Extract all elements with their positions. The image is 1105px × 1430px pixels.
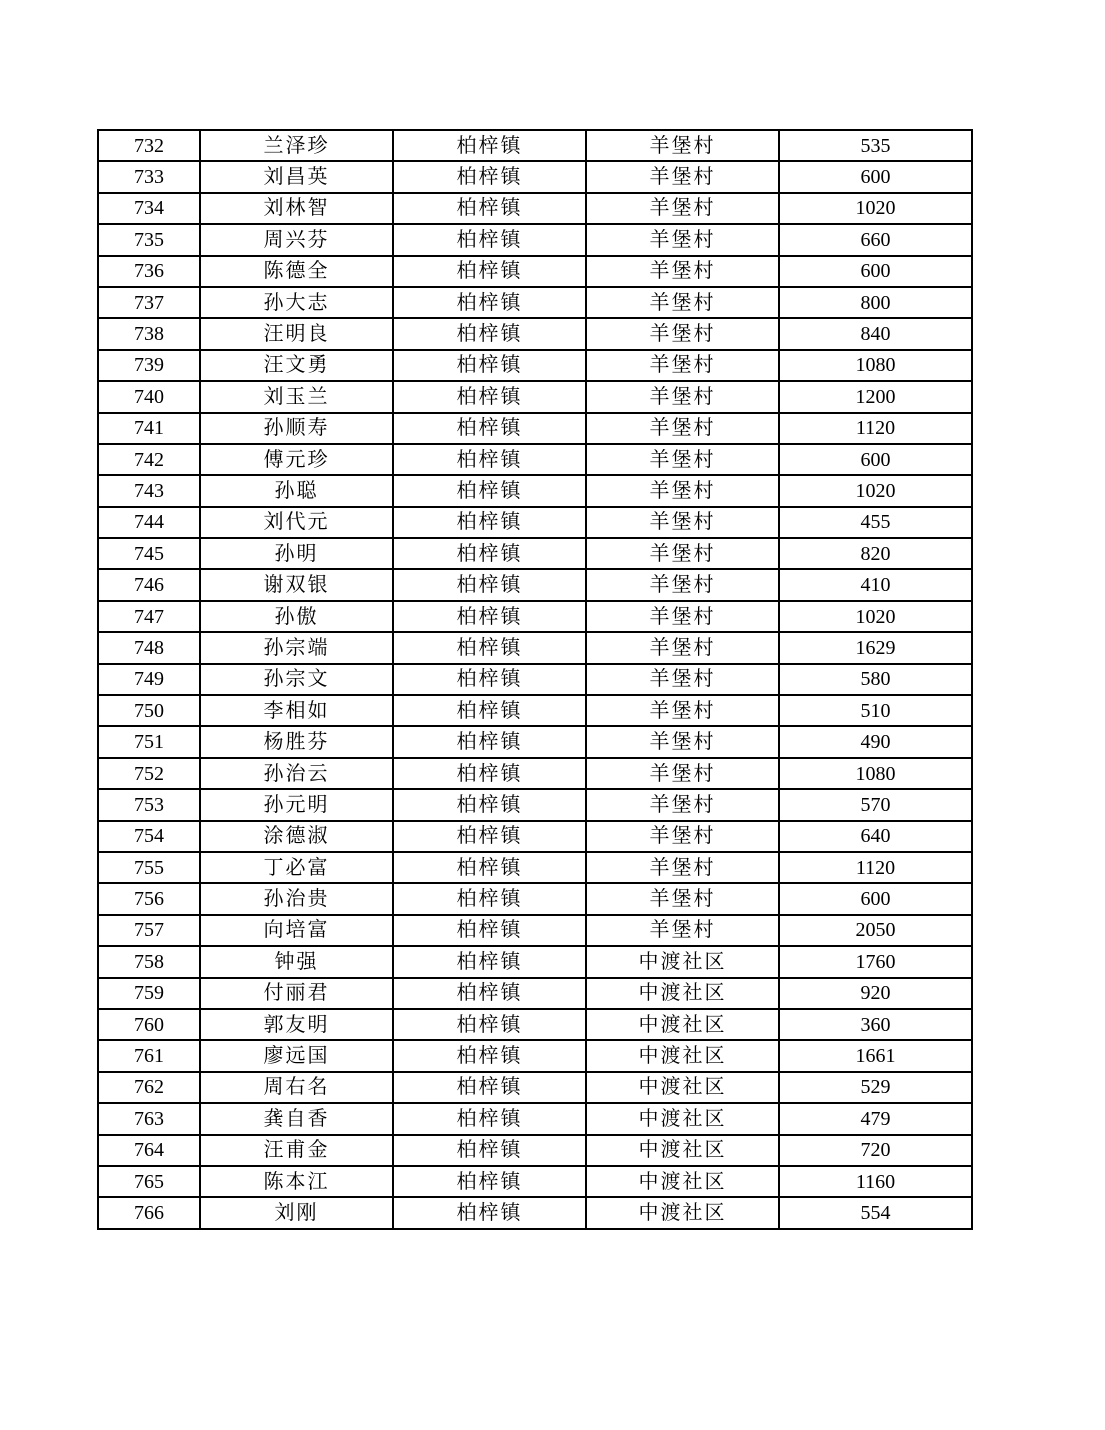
table-row <box>98 883 972 914</box>
town-cell: 柏梓镇 <box>393 224 586 255</box>
table-row <box>98 381 972 412</box>
row-number-cell: 732 <box>98 130 200 161</box>
town-cell: 柏梓镇 <box>393 883 586 914</box>
row-number-cell: 743 <box>98 475 200 506</box>
name-cell: 孙顺寿 <box>200 413 393 444</box>
town-cell: 柏梓镇 <box>393 1197 586 1228</box>
roster-table <box>97 129 973 1230</box>
amount-cell: 1760 <box>779 946 972 977</box>
row-number-cell: 735 <box>98 224 200 255</box>
town-cell: 柏梓镇 <box>393 852 586 883</box>
row-number-cell: 764 <box>98 1135 200 1166</box>
village-cell: 羊堡村 <box>586 256 779 287</box>
row-number-cell: 754 <box>98 821 200 852</box>
village-cell: 中渡社区 <box>586 1166 779 1197</box>
table-row <box>98 915 972 946</box>
row-number-cell: 763 <box>98 1103 200 1134</box>
village-cell: 羊堡村 <box>586 538 779 569</box>
amount-cell: 1160 <box>779 1166 972 1197</box>
amount-cell: 600 <box>779 883 972 914</box>
village-cell: 羊堡村 <box>586 413 779 444</box>
table-row <box>98 978 972 1009</box>
name-cell: 孙元明 <box>200 789 393 820</box>
amount-cell: 1200 <box>779 381 972 412</box>
town-cell: 柏梓镇 <box>393 821 586 852</box>
table-row <box>98 193 972 224</box>
row-number-cell: 752 <box>98 758 200 789</box>
village-cell: 羊堡村 <box>586 224 779 255</box>
amount-cell: 510 <box>779 695 972 726</box>
name-cell: 钟强 <box>200 946 393 977</box>
town-cell: 柏梓镇 <box>393 287 586 318</box>
village-cell: 羊堡村 <box>586 130 779 161</box>
table-row <box>98 789 972 820</box>
town-cell: 柏梓镇 <box>393 256 586 287</box>
town-cell: 柏梓镇 <box>393 978 586 1009</box>
village-cell: 羊堡村 <box>586 161 779 192</box>
row-number-cell: 758 <box>98 946 200 977</box>
town-cell: 柏梓镇 <box>393 946 586 977</box>
town-cell: 柏梓镇 <box>393 413 586 444</box>
amount-cell: 840 <box>779 318 972 349</box>
row-number-cell: 733 <box>98 161 200 192</box>
name-cell: 刘玉兰 <box>200 381 393 412</box>
village-cell: 羊堡村 <box>586 381 779 412</box>
name-cell: 杨胜芬 <box>200 726 393 757</box>
town-cell: 柏梓镇 <box>393 318 586 349</box>
row-number-cell: 762 <box>98 1072 200 1103</box>
row-number-cell: 744 <box>98 507 200 538</box>
row-number-cell: 742 <box>98 444 200 475</box>
row-number-cell: 756 <box>98 883 200 914</box>
name-cell: 向培富 <box>200 915 393 946</box>
table-row <box>98 1009 972 1040</box>
name-cell: 刘林智 <box>200 193 393 224</box>
row-number-cell: 751 <box>98 726 200 757</box>
name-cell: 孙宗文 <box>200 664 393 695</box>
village-cell: 羊堡村 <box>586 193 779 224</box>
amount-cell: 490 <box>779 726 972 757</box>
name-cell: 涂德淑 <box>200 821 393 852</box>
table-row <box>98 130 972 161</box>
village-cell: 中渡社区 <box>586 1103 779 1134</box>
amount-cell: 600 <box>779 161 972 192</box>
amount-cell: 720 <box>779 1135 972 1166</box>
name-cell: 周兴芬 <box>200 224 393 255</box>
name-cell: 孙治贵 <box>200 883 393 914</box>
name-cell: 刘代元 <box>200 507 393 538</box>
amount-cell: 1080 <box>779 758 972 789</box>
town-cell: 柏梓镇 <box>393 664 586 695</box>
name-cell: 兰泽珍 <box>200 130 393 161</box>
town-cell: 柏梓镇 <box>393 538 586 569</box>
table-row <box>98 318 972 349</box>
row-number-cell: 748 <box>98 632 200 663</box>
row-number-cell: 740 <box>98 381 200 412</box>
amount-cell: 479 <box>779 1103 972 1134</box>
village-cell: 中渡社区 <box>586 946 779 977</box>
name-cell: 孙聪 <box>200 475 393 506</box>
village-cell: 羊堡村 <box>586 350 779 381</box>
town-cell: 柏梓镇 <box>393 130 586 161</box>
table-row <box>98 946 972 977</box>
amount-cell: 800 <box>779 287 972 318</box>
row-number-cell: 739 <box>98 350 200 381</box>
row-number-cell: 759 <box>98 978 200 1009</box>
village-cell: 羊堡村 <box>586 789 779 820</box>
name-cell: 陈德全 <box>200 256 393 287</box>
table-row <box>98 350 972 381</box>
table-row <box>98 664 972 695</box>
town-cell: 柏梓镇 <box>393 1040 586 1071</box>
row-number-cell: 734 <box>98 193 200 224</box>
town-cell: 柏梓镇 <box>393 695 586 726</box>
amount-cell: 410 <box>779 569 972 600</box>
row-number-cell: 750 <box>98 695 200 726</box>
village-cell: 羊堡村 <box>586 852 779 883</box>
amount-cell: 1661 <box>779 1040 972 1071</box>
roster-table-body <box>98 130 972 1229</box>
name-cell: 孙傲 <box>200 601 393 632</box>
table-row <box>98 1103 972 1134</box>
village-cell: 羊堡村 <box>586 664 779 695</box>
row-number-cell: 747 <box>98 601 200 632</box>
table-row <box>98 538 972 569</box>
name-cell: 龚自香 <box>200 1103 393 1134</box>
amount-cell: 2050 <box>779 915 972 946</box>
table-row <box>98 758 972 789</box>
amount-cell: 554 <box>779 1197 972 1228</box>
name-cell: 李相如 <box>200 695 393 726</box>
village-cell: 羊堡村 <box>586 318 779 349</box>
amount-cell: 580 <box>779 664 972 695</box>
table-row <box>98 852 972 883</box>
village-cell: 羊堡村 <box>586 695 779 726</box>
table-row <box>98 287 972 318</box>
town-cell: 柏梓镇 <box>393 381 586 412</box>
town-cell: 柏梓镇 <box>393 726 586 757</box>
name-cell: 刘昌英 <box>200 161 393 192</box>
town-cell: 柏梓镇 <box>393 1009 586 1040</box>
row-number-cell: 757 <box>98 915 200 946</box>
town-cell: 柏梓镇 <box>393 789 586 820</box>
amount-cell: 600 <box>779 444 972 475</box>
village-cell: 羊堡村 <box>586 569 779 600</box>
village-cell: 羊堡村 <box>586 821 779 852</box>
village-cell: 中渡社区 <box>586 978 779 1009</box>
amount-cell: 360 <box>779 1009 972 1040</box>
table-row <box>98 1197 972 1228</box>
name-cell: 廖远国 <box>200 1040 393 1071</box>
amount-cell: 1629 <box>779 632 972 663</box>
village-cell: 羊堡村 <box>586 883 779 914</box>
town-cell: 柏梓镇 <box>393 1072 586 1103</box>
row-number-cell: 736 <box>98 256 200 287</box>
table-row <box>98 444 972 475</box>
name-cell: 付丽君 <box>200 978 393 1009</box>
town-cell: 柏梓镇 <box>393 193 586 224</box>
row-number-cell: 738 <box>98 318 200 349</box>
amount-cell: 570 <box>779 789 972 820</box>
table-row <box>98 695 972 726</box>
town-cell: 柏梓镇 <box>393 758 586 789</box>
table-row <box>98 1072 972 1103</box>
table-row <box>98 507 972 538</box>
row-number-cell: 753 <box>98 789 200 820</box>
village-cell: 羊堡村 <box>586 287 779 318</box>
document-page <box>97 129 973 1230</box>
amount-cell: 1120 <box>779 413 972 444</box>
name-cell: 汪明良 <box>200 318 393 349</box>
amount-cell: 920 <box>779 978 972 1009</box>
village-cell: 中渡社区 <box>586 1040 779 1071</box>
amount-cell: 1020 <box>779 475 972 506</box>
row-number-cell: 746 <box>98 569 200 600</box>
village-cell: 羊堡村 <box>586 632 779 663</box>
amount-cell: 600 <box>779 256 972 287</box>
amount-cell: 1020 <box>779 193 972 224</box>
name-cell: 孙大志 <box>200 287 393 318</box>
town-cell: 柏梓镇 <box>393 632 586 663</box>
name-cell: 丁必富 <box>200 852 393 883</box>
name-cell: 孙治云 <box>200 758 393 789</box>
village-cell: 羊堡村 <box>586 915 779 946</box>
village-cell: 羊堡村 <box>586 475 779 506</box>
row-number-cell: 745 <box>98 538 200 569</box>
row-number-cell: 760 <box>98 1009 200 1040</box>
name-cell: 刘刚 <box>200 1197 393 1228</box>
row-number-cell: 761 <box>98 1040 200 1071</box>
name-cell: 周右名 <box>200 1072 393 1103</box>
table-row <box>98 256 972 287</box>
amount-cell: 1120 <box>779 852 972 883</box>
village-cell: 羊堡村 <box>586 601 779 632</box>
row-number-cell: 741 <box>98 413 200 444</box>
amount-cell: 640 <box>779 821 972 852</box>
amount-cell: 535 <box>779 130 972 161</box>
amount-cell: 820 <box>779 538 972 569</box>
table-row <box>98 1040 972 1071</box>
name-cell: 汪甫金 <box>200 1135 393 1166</box>
name-cell: 陈本江 <box>200 1166 393 1197</box>
village-cell: 中渡社区 <box>586 1009 779 1040</box>
amount-cell: 529 <box>779 1072 972 1103</box>
town-cell: 柏梓镇 <box>393 569 586 600</box>
town-cell: 柏梓镇 <box>393 1135 586 1166</box>
row-number-cell: 765 <box>98 1166 200 1197</box>
row-number-cell: 755 <box>98 852 200 883</box>
name-cell: 谢双银 <box>200 569 393 600</box>
town-cell: 柏梓镇 <box>393 161 586 192</box>
town-cell: 柏梓镇 <box>393 507 586 538</box>
table-row <box>98 1166 972 1197</box>
village-cell: 中渡社区 <box>586 1197 779 1228</box>
village-cell: 中渡社区 <box>586 1072 779 1103</box>
table-row <box>98 821 972 852</box>
table-row <box>98 601 972 632</box>
town-cell: 柏梓镇 <box>393 915 586 946</box>
town-cell: 柏梓镇 <box>393 1166 586 1197</box>
amount-cell: 1080 <box>779 350 972 381</box>
name-cell: 孙宗端 <box>200 632 393 663</box>
table-row <box>98 475 972 506</box>
village-cell: 羊堡村 <box>586 444 779 475</box>
row-number-cell: 766 <box>98 1197 200 1228</box>
town-cell: 柏梓镇 <box>393 601 586 632</box>
name-cell: 郭友明 <box>200 1009 393 1040</box>
village-cell: 中渡社区 <box>586 1135 779 1166</box>
table-row <box>98 632 972 663</box>
table-row <box>98 413 972 444</box>
table-row <box>98 726 972 757</box>
town-cell: 柏梓镇 <box>393 1103 586 1134</box>
town-cell: 柏梓镇 <box>393 350 586 381</box>
row-number-cell: 749 <box>98 664 200 695</box>
amount-cell: 660 <box>779 224 972 255</box>
village-cell: 羊堡村 <box>586 726 779 757</box>
name-cell: 傅元珍 <box>200 444 393 475</box>
row-number-cell: 737 <box>98 287 200 318</box>
table-row <box>98 569 972 600</box>
village-cell: 羊堡村 <box>586 758 779 789</box>
name-cell: 汪文勇 <box>200 350 393 381</box>
amount-cell: 1020 <box>779 601 972 632</box>
town-cell: 柏梓镇 <box>393 475 586 506</box>
village-cell: 羊堡村 <box>586 507 779 538</box>
table-row <box>98 224 972 255</box>
amount-cell: 455 <box>779 507 972 538</box>
table-row <box>98 1135 972 1166</box>
name-cell: 孙明 <box>200 538 393 569</box>
table-row <box>98 161 972 192</box>
town-cell: 柏梓镇 <box>393 444 586 475</box>
